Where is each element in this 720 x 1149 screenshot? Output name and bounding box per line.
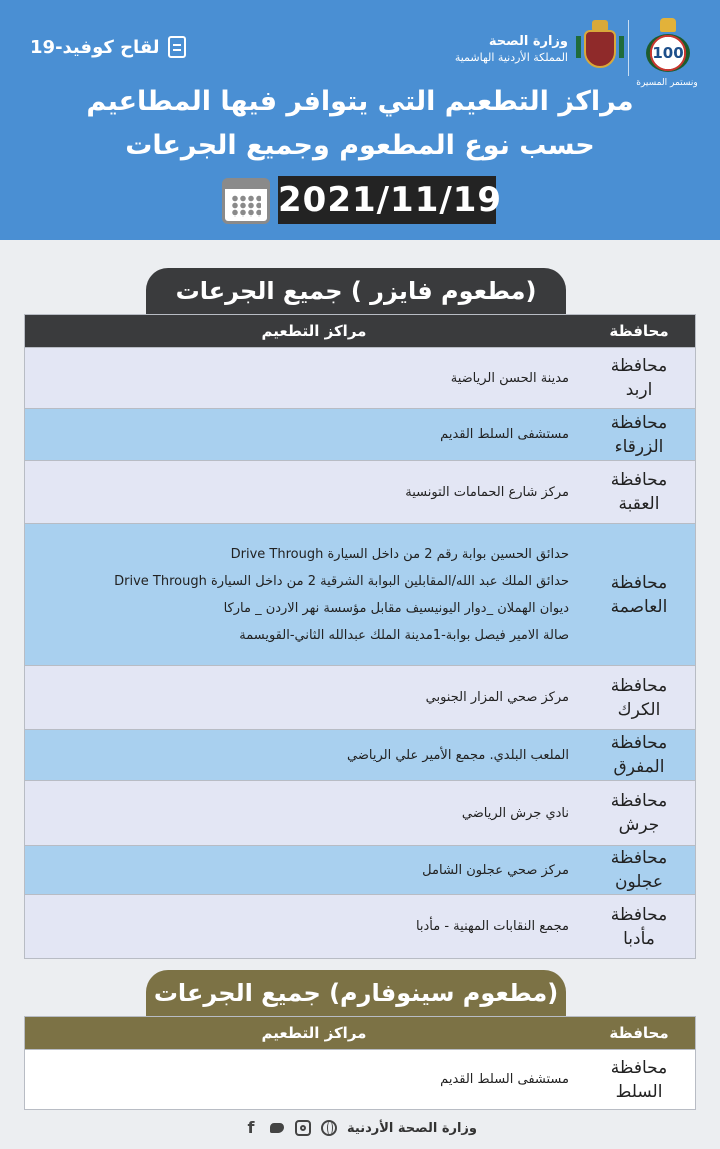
centers-cell	[25, 524, 583, 665]
table-row	[25, 347, 695, 408]
governorate-name: اربد	[625, 380, 653, 400]
vaccination-center: حدائق الملك عبد الله/المقابلين البوابة الشرقية 2 من داخل السيارة Drive Through	[114, 573, 569, 589]
kingdom-name: المملكة الأردنية الهاشمية	[454, 51, 568, 64]
vaccination-center: الملعب البلدي. مجمع الأمير علي الرياضي	[347, 747, 569, 763]
ministry-label	[455, 34, 568, 65]
centers-cell	[25, 781, 583, 845]
vaccination-center: ديوان الهملان _دوار اليونيسيف مقابل مؤسسة نهر الاردن _ ماركا	[223, 600, 569, 616]
table-row	[25, 780, 695, 845]
governorate-cell	[583, 781, 695, 845]
governorate-prefix: محافظة	[610, 848, 668, 868]
governorate-name: الكرك	[617, 699, 661, 720]
column-header-governorate: محافظة	[609, 322, 669, 340]
crown-icon	[660, 18, 676, 32]
governorate-name: الزرقاء	[614, 436, 664, 457]
centers-cell	[25, 730, 583, 780]
table-row	[25, 665, 695, 729]
governorate-name: المفرق	[613, 757, 665, 777]
governorate-name: العقبة	[618, 494, 660, 514]
table-row	[25, 894, 695, 958]
pfizer-section-title: (مطعوم فايزر ) جميع الجرعات	[146, 268, 566, 314]
governorate-prefix: محافظة	[610, 1057, 668, 1078]
governorate-prefix: محافظة	[610, 675, 668, 696]
governorate-cell	[583, 895, 695, 958]
column-header-governorate: محافظة	[609, 1024, 669, 1042]
twitter-icon[interactable]	[269, 1120, 285, 1136]
vaccination-center: مدينة الحسن الرياضية	[450, 370, 569, 386]
sinopharm-table	[24, 1016, 696, 1110]
vaccine-icon	[168, 36, 186, 58]
centers-cell	[25, 461, 583, 523]
table-row	[25, 729, 695, 780]
governorate-name: عجلون	[614, 872, 663, 892]
governorate-cell	[583, 409, 695, 460]
governorate-cell	[583, 348, 695, 408]
governorate-name: العاصمة	[610, 596, 668, 617]
governorate-prefix: محافظة	[610, 470, 668, 490]
table-row	[25, 408, 695, 460]
page-title-line1: مراكز التطعيم التي يتوافر فيها المطاعيم	[86, 86, 634, 117]
footer	[0, 1116, 720, 1140]
website-icon[interactable]	[321, 1120, 337, 1136]
centers-cell	[25, 348, 583, 408]
centennial-caption: ونستمر المسيرة	[636, 78, 698, 88]
governorate-prefix: محافظة	[610, 572, 668, 593]
header-banner	[0, 0, 720, 240]
sinopharm-section-title: (مطعوم سينوفارم) جميع الجرعات	[146, 970, 566, 1016]
calendar-icon	[222, 178, 270, 224]
vaccine-tag-label: لقاح كوفيد-19	[30, 36, 160, 58]
page-title-line2: حسب نوع المطعوم وجميع الجرعات	[125, 130, 595, 161]
governorate-cell	[583, 524, 695, 665]
table-row	[25, 523, 695, 665]
governorate-name: السلط	[615, 1081, 663, 1102]
centers-cell	[25, 1050, 583, 1109]
governorate-prefix: محافظة	[610, 904, 668, 925]
vaccination-center: مركز صحي عجلون الشامل	[422, 862, 569, 878]
column-header-centers: مراكز التطعيم	[261, 1024, 367, 1042]
governorate-cell	[583, 1050, 695, 1109]
vaccination-center: مستشفى السلط القديم	[440, 427, 569, 442]
governorate-prefix: محافظة	[610, 356, 668, 376]
date-badge: 2021/11/19	[278, 176, 496, 224]
governorate-cell	[583, 730, 695, 780]
facebook-icon[interactable]: f	[247, 1118, 255, 1137]
governorate-prefix: محافظة	[610, 412, 668, 433]
column-header-centers: مراكز التطعيم	[261, 322, 367, 340]
governorate-cell	[583, 461, 695, 523]
pfizer-rows	[25, 347, 695, 958]
centers-cell	[25, 409, 583, 460]
table-header	[25, 315, 695, 347]
governorate-name: مأدبا	[623, 928, 655, 949]
centennial-number: 100	[652, 44, 684, 62]
table-row	[25, 1049, 695, 1109]
vaccine-tag	[30, 36, 186, 58]
vaccination-center: مركز صحي المزار الجنوبي	[425, 690, 569, 705]
governorate-name: جرش	[618, 815, 660, 835]
pfizer-table	[24, 314, 696, 959]
governorate-prefix: محافظة	[610, 733, 668, 753]
jordan-crest-icon	[576, 18, 624, 78]
vaccination-center: مستشفى السلط القديم	[440, 1072, 569, 1087]
vaccination-center: نادي جرش الرياضي	[461, 805, 569, 821]
ministry-name: وزارة الصحة	[488, 34, 568, 49]
instagram-icon[interactable]	[295, 1120, 311, 1136]
governorate-prefix: محافظة	[610, 791, 668, 811]
sinopharm-rows	[25, 1049, 695, 1109]
table-header	[25, 1017, 695, 1049]
vaccination-center: مجمع النقابات المهنية - مأدبا	[415, 919, 569, 934]
centers-cell	[25, 666, 583, 729]
table-row	[25, 845, 695, 894]
centers-cell	[25, 895, 583, 958]
governorate-cell	[583, 846, 695, 894]
vaccination-center: صالة الامير فيصل بوابة-1مدينة الملك عبدالله الثاني-القويسمة	[239, 627, 569, 643]
governorate-cell	[583, 666, 695, 729]
footer-ministry-label: وزارة الصحة الأردنية	[347, 1120, 477, 1136]
vaccination-center: حدائق الحسين بوابة رقم 2 من داخل السيارة Drive Through	[230, 546, 569, 562]
table-row	[25, 460, 695, 523]
vaccination-center: مركز شارع الحمامات التونسية	[405, 484, 569, 500]
header-divider	[628, 20, 629, 76]
centers-cell	[25, 846, 583, 894]
centennial-logo	[636, 14, 698, 88]
